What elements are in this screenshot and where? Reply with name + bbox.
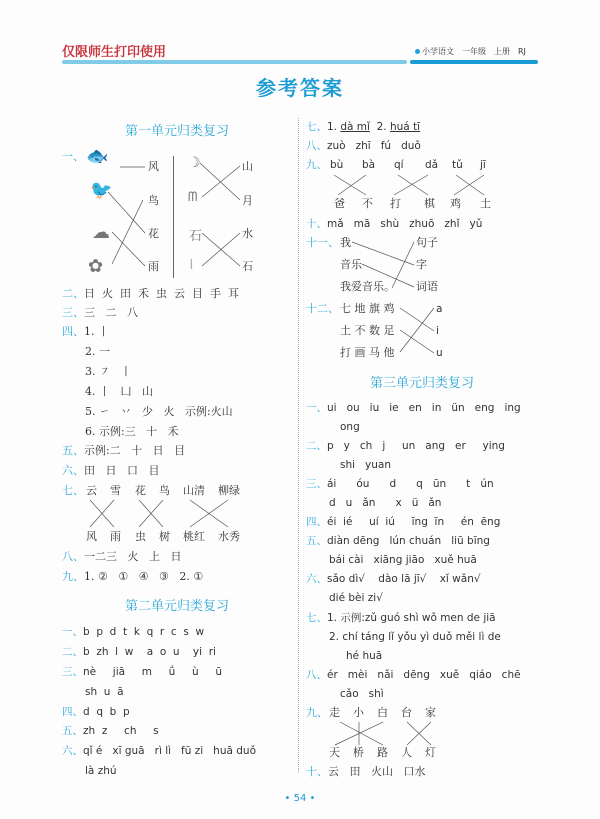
q7-bottom-word: 雨 <box>110 530 121 543</box>
match-word-feng: 风 <box>148 160 159 173</box>
u3q9-top-char: 小 <box>353 706 364 719</box>
match-word-shan: 山 <box>242 160 253 173</box>
q9-bottom-char: 不 <box>362 197 373 210</box>
unit3-q3: 三、ái óu d q ūn t ún <box>306 478 494 490</box>
header-rule-left <box>62 60 407 64</box>
u3q9-bottom-char: 天 <box>329 746 340 759</box>
u3q9-top-char: 台 <box>401 706 412 719</box>
unit1-title: 第一单元归类复习 <box>124 124 229 139</box>
u3q9-bottom-char: 人 <box>401 746 412 759</box>
q9-bottom-char: 土 <box>480 197 491 210</box>
unit3-q9-number: 九、 <box>306 706 328 719</box>
u3q9-bottom-char: 灯 <box>425 746 436 759</box>
q11-right-item: 句子 <box>416 236 438 249</box>
unit1-q9: 九、1. ② ① ④ ③ 2. ① <box>62 570 204 583</box>
q7-top-word: 山清 <box>183 484 205 497</box>
unit1-q2: 二、日 火 田 禾 虫 云 目 手 耳 <box>62 287 239 300</box>
q1-center-divider <box>173 156 174 278</box>
unit3-q1-line2: ong <box>340 421 360 433</box>
q9-top-pinyin: dǎ <box>425 159 439 171</box>
unit1-q4-item4: 4. 丨 凵 山 <box>85 385 153 398</box>
unit1-q4-item2: 2. 一 <box>85 345 110 358</box>
unit3-q6-line2: dié bèi zi√ <box>329 592 383 604</box>
unit1-q8: 八、一二三 火 上 日 <box>62 550 182 563</box>
unit3-q2: 二、p y ch j un ang er ying <box>306 440 505 452</box>
unit3-q2-line2: shi yuan <box>340 459 392 471</box>
unit2-q3-line2: sh u ā <box>85 686 124 698</box>
q11-left-item: 音乐 <box>340 258 362 271</box>
q9-top-pinyin: tǔ <box>452 159 463 171</box>
unit1-q3: 三、三 二 八 <box>62 306 138 319</box>
q7-top-word: 雪 <box>110 484 121 497</box>
unit3-q10: 十、云 田 火山 口水 <box>306 765 426 778</box>
q12-right-item: a <box>436 303 443 315</box>
edition-label: RJ <box>518 47 526 56</box>
grade-label: 一年级 <box>462 47 486 56</box>
unit1-q4-item5: 5. ㇀ 丷 少 火 示例:火山 <box>85 405 233 418</box>
page-title: 参考答案 <box>256 76 344 100</box>
unit3-title: 第三单元归类复习 <box>369 376 474 391</box>
wind-picture-icon: 🐟 <box>86 146 109 167</box>
ancient-moon-glyph-icon: ☽ <box>188 155 201 171</box>
match-word-shi: 石 <box>242 260 253 273</box>
print-notice-label: 仅限师生打印使用 <box>62 45 167 60</box>
u3q9-bottom-char: 桥 <box>353 746 364 759</box>
unit3-q7-line3: hé huā <box>346 650 383 662</box>
q11-right-item: 词语 <box>416 280 438 293</box>
q12-left-item: 土 不 数 足 <box>340 324 395 337</box>
q11-right-item: 字 <box>416 258 427 271</box>
q7-bottom-word: 风 <box>86 530 97 543</box>
q9-top-pinyin: jī <box>480 159 486 171</box>
column-divider <box>298 118 299 773</box>
unit2-q10: 十、mǎ mā shù zhuō zhǐ yǔ <box>306 218 483 230</box>
unit2-q2: 二、b zh l w a o u yi ri <box>62 646 216 658</box>
q9-top-pinyin: qí <box>394 159 404 171</box>
unit2-q4: 四、d q b p <box>62 706 130 718</box>
unit2-q6-line2: là zhú <box>85 765 117 777</box>
volume-label: 上册 <box>494 47 510 56</box>
unit3-q8-line2: cǎo shì <box>340 688 384 700</box>
match-word-shui: 水 <box>242 227 253 240</box>
q9-bottom-char: 棋 <box>424 197 435 210</box>
q7-top-word: 花 <box>135 484 146 497</box>
unit2-q8: 八、zuò zhī fú duǒ <box>306 140 421 152</box>
unit3-q3-line2: d u ǎn x ü ǎn <box>329 497 442 509</box>
unit2-q9-number: 九、 <box>306 159 327 171</box>
match-word-niao: 鸟 <box>148 194 159 207</box>
unit2-q5: 五、zh z ch s <box>62 725 159 737</box>
unit1-q5: 五、示例:二 十 日 目 <box>62 444 186 457</box>
q11-left-item: 我爱音乐。 <box>340 280 395 293</box>
rain-cloud-picture-icon: ☁ <box>92 222 110 243</box>
unit1-q1-number: 一、 <box>62 150 84 163</box>
q7-bottom-word: 树 <box>159 530 170 543</box>
flower-picture-icon: ✿ <box>88 256 104 277</box>
u3q9-top-char: 白 <box>377 706 388 719</box>
q9-top-pinyin: bà <box>362 159 376 171</box>
match-word-yu: 雨 <box>148 260 159 273</box>
unit2-title: 第二单元归类复习 <box>124 599 229 614</box>
unit3-q5-line2: bái cài xiāng jiāo xuě huā <box>329 554 477 566</box>
u3q9-bottom-char: 路 <box>377 746 388 759</box>
u3q9-top-char: 走 <box>329 706 340 719</box>
unit1-q6: 六、田 日 口 目 <box>62 464 160 477</box>
unit2-q6: 六、qǐ é xī guā rì lì fū zi huā duǒ <box>62 745 257 757</box>
ancient-mountain-glyph-icon: ᗰ <box>188 190 198 205</box>
q9-bottom-char: 爸 <box>334 197 345 210</box>
unit3-q7: 七、1. 示例:zǔ guó shì wǒ men de jiā <box>306 612 496 624</box>
unit2-q7: 七、1. dà mǐ 2. huá tī <box>306 121 421 133</box>
q9-bottom-char: 打 <box>390 197 401 210</box>
q12-right-item: u <box>436 347 443 359</box>
bird-picture-icon: 🐦 <box>90 180 113 201</box>
ancient-water-glyph-icon: ⦚ <box>190 258 193 273</box>
q7-bottom-word: 虫 <box>135 530 146 543</box>
q7-top-word: 柳绿 <box>218 484 240 497</box>
q7-bottom-word: 水秀 <box>218 530 240 543</box>
unit2-q12-number: 十二、 <box>306 302 339 315</box>
unit1-q4-item6: 6. 示例:三 十 禾 <box>85 425 179 438</box>
q12-right-item: i <box>436 325 439 337</box>
q11-left-item: 我 <box>340 236 351 249</box>
unit1-q7-number: 七、 <box>62 484 84 497</box>
header-rule-right <box>410 60 538 64</box>
unit1-q4-item3: 3. ㇇ 丨 <box>85 365 132 378</box>
match-word-yue: 月 <box>242 194 253 207</box>
book-info <box>415 46 526 57</box>
unit3-q1: 一、ui ou iu ie en in ün eng ing <box>306 402 521 414</box>
unit3-q7-line2: 2. chí táng lǐ yǒu yì duǒ měi lì de <box>329 631 501 643</box>
bullet-dot-icon <box>415 49 420 54</box>
unit3-q6: 六、sǎo dì√ dào lā jī√ xǐ wǎn√ <box>306 573 481 585</box>
unit2-q3: 三、nè jiā m ǘ ù ū <box>62 666 223 678</box>
q12-left-item: 打 画 马 他 <box>340 346 395 359</box>
unit1-q4-item1: 四、1. 丨 <box>62 325 109 338</box>
q12-left-item: 七 地 旗 鸡 <box>340 302 395 315</box>
q9-top-pinyin: bù <box>330 159 344 171</box>
q7-top-word: 鸟 <box>159 484 170 497</box>
unit3-q8: 八、ér mèi nǎi dēng xuě qiáo chē <box>306 669 521 681</box>
u3q9-top-char: 家 <box>425 706 436 719</box>
q7-bottom-word: 桃红 <box>183 530 205 543</box>
subject-label: 小学语文 <box>422 47 454 56</box>
page-number: • 54 • <box>284 793 316 804</box>
unit2-q11-number: 十一、 <box>306 236 339 249</box>
unit2-q1: 一、b p d t k q r c s w <box>62 626 205 638</box>
unit3-q5: 五、diàn dēng lún chuán liū bīng <box>306 535 490 547</box>
q7-top-word: 云 <box>86 484 97 497</box>
ancient-stone-glyph-icon: 石 <box>189 229 203 244</box>
match-word-hua: 花 <box>148 227 159 240</box>
unit3-q4: 四、éi ié uí iú īng īn én ēng <box>306 516 501 528</box>
q9-bottom-char: 鸡 <box>450 197 461 210</box>
